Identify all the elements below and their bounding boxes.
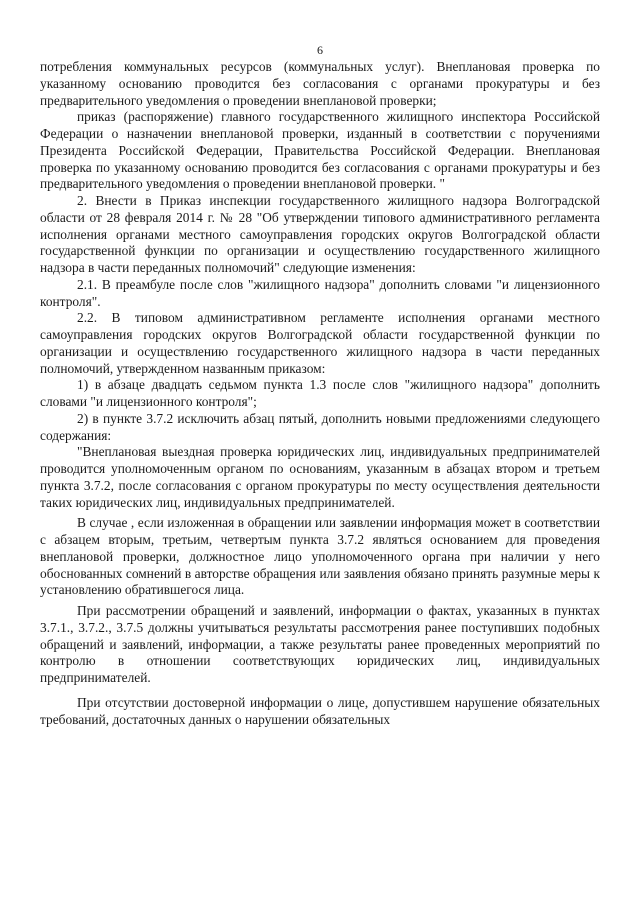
paragraph: В случае , если изложенная в обращении или заявлении информация может в соответствии с абзацем вторым, третьим, четвертым пункта 3.7.2 являться основанием для проведения внеплановой проверки, должностное лицо уполномоченного органа при наличии у него обоснованных сомнений в авторстве обращения или заявления обязано принять разумные меры к установлению обратившегося лица. (40, 515, 600, 598)
paragraph: 2) в пункте 3.7.2 исключить абзац пятый, дополнить новыми предложениями следующего содержания: (40, 410, 600, 443)
paragraph: 2. Внести в Приказ инспекции государственного жилищного надзора Волгоградской области от 28 февраля 2014 г. № 28 "Об утверждении типового административного регламента исполнения органами местного самоуправления городских округов Волгоградской области государственной функции по организации и осуществлению государственного жилищного надзора в части переданных полномочий" следующие изменения: (40, 193, 600, 275)
paragraph: приказ (распоряжение) главного государственного жилищного инспектора Российской Федерации о назначении внеплановой проверки, изданный в соответствии с поручениями Президента Российской Федерации, Правительства Российской Федерации. Внеплановая проверка по указанному основанию проводится без согласования с органами прокуратуры и без предварительного уведомления о проведении внеплановой проверки. " (40, 109, 600, 192)
paragraph: 1) в абзаце двадцать седьмом пункта 1.3 после слов "жилищного надзора" дополнить словами "и лицензионного контроля"; (40, 377, 600, 409)
paragraph: 2.1. В преамбуле после слов "жилищного надзора" дополнить словами "и лицензионного контроля". (40, 276, 600, 309)
page-number: 6 (317, 43, 323, 57)
paragraph: При рассмотрении обращений и заявлений, информации о фактах, указанных в пунктах 3.7.1., 3.7.2., 3.7.5 должны учитываться результаты рассмотрения ранее поступивших подобных обращений и заявлений, информации, а также результаты ранее проведенных мероприятий по контролю в отношении соответствующих юридических лиц, индивидуальных предпринимателей. (40, 603, 600, 685)
paragraph: При отсутствии достоверной информации о лице, допустившем нарушение обязательных требований, достаточных данных о нарушении обязательных (40, 694, 600, 727)
paragraph: 2.2. В типовом административном регламенте исполнения органами местного самоуправления городских округов Волгоградской области государственной функции по организации и осуществлению государственного жилищного надзора в части переданных полномочий, утвержденном названным приказом: (40, 310, 600, 376)
paragraph: "Внеплановая выездная проверка юридических лиц, индивидуальных предпринимателей проводится уполномоченным органом по основаниям, указанным в абзацах втором и третьем пункта 3.7.2, после согласования с органом прокуратуры по месту осуществления деятельности таких юридических лиц, индивидуальных предпринимателей. (40, 444, 600, 510)
paragraph: потребления коммунальных ресурсов (коммунальных услуг). Внеплановая проверка по указанному основанию проводится без согласования с органами прокуратуры и без предварительного уведомления о проведении внеплановой проверки; (40, 59, 600, 108)
document-body (40, 59, 600, 728)
